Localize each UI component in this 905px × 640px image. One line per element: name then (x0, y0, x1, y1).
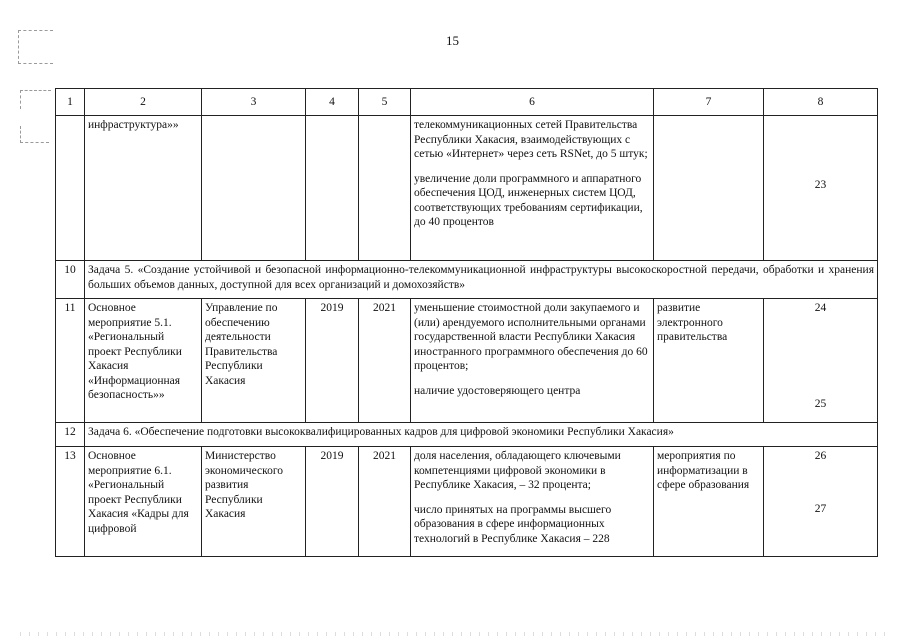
measure-cell: Основное мероприятие 6.1. «Региональный проект Республики Хакасия «Кадры для цифровой (85, 447, 202, 557)
header-cell: 4 (306, 89, 359, 116)
indicator-number: 27 (814, 502, 827, 515)
header-cell: 3 (202, 89, 306, 116)
table-row (56, 447, 878, 557)
start-year-cell (306, 116, 359, 261)
header-cell: 7 (654, 89, 764, 116)
result-text: наличие удостоверяющего центра (414, 384, 581, 397)
task-title: Задача 5. «Создание устойчивой и безопасной информационно-телекоммуникационной инфраструктуры высокоскоростной передачи, обработки и хранения больших объемов данных, доступной для всех организаций и домохозяйств» (85, 261, 878, 299)
header-cell: 8 (764, 89, 878, 116)
table-row (56, 116, 878, 261)
header-cell: 2 (85, 89, 202, 116)
link-cell (654, 116, 764, 261)
measure-cell: Основное мероприятие 5.1. «Региональный проект Республики Хакасия «Информационная безопасность»» (85, 299, 202, 423)
header-cell: 6 (411, 89, 654, 116)
end-year-cell (359, 116, 411, 261)
task-row (56, 423, 878, 447)
header-row (56, 89, 878, 116)
row-number-cell: 12 (56, 423, 85, 447)
indicator-number: 23 (814, 179, 827, 191)
table-row (56, 299, 878, 423)
program-table (55, 88, 878, 557)
task-title: Задача 6. «Обеспечение подготовки высококвалифицированных кадров для цифровой экономики Республики Хакасия» (85, 423, 878, 447)
row-number-cell: 11 (56, 299, 85, 423)
indicator-cell (764, 447, 878, 557)
row-number-cell: 13 (56, 447, 85, 557)
indicator-cell (764, 116, 878, 261)
start-year-cell: 2019 (306, 447, 359, 557)
executor-cell (202, 116, 306, 261)
scan-artifact (18, 30, 53, 64)
start-year-cell: 2019 (306, 299, 359, 423)
scan-noise (20, 632, 890, 636)
executor-cell: Министерство экономического развития Республики Хакасия (202, 447, 306, 557)
indicator-cell (764, 299, 878, 423)
indicator-number: 26 (814, 450, 827, 462)
measure-cell: инфраструктура»» (85, 116, 202, 261)
result-cell (411, 299, 654, 423)
result-text: увеличение доли программного и аппаратного обеспечения ЦОД, инженерных систем ЦОД, соответствующих требованиям сертификации, до 40 процентов (414, 172, 643, 228)
indicator-number: 25 (814, 397, 827, 410)
row-number-cell (56, 116, 85, 261)
end-year-cell: 2021 (359, 299, 411, 423)
indicator-number: 24 (814, 302, 827, 314)
scan-artifact (20, 126, 49, 143)
result-text: телекоммуникационных сетей Правительства Республики Хакасия, взаимодействующих с сетью «Интернет» через сеть RSNet, до 5 штук; (414, 119, 648, 160)
link-cell: развитие электронного правительства (654, 299, 764, 423)
page-number: 15 (446, 33, 459, 48)
result-text: доля населения, обладающего ключевыми компетенциями цифровой экономики в Республике Хакасия, – 32 процента; (414, 450, 621, 491)
result-cell (411, 116, 654, 261)
result-cell (411, 447, 654, 557)
result-text: уменьшение стоимостной доли закупаемого и (или) арендуемого исполнительными органами государственной власти Республики Хакасия иностранного программного обеспечения до 60 процентов; (414, 302, 648, 372)
executor-cell: Управление по обеспечению деятельности Правительства Республики Хакасия (202, 299, 306, 423)
header-cell: 1 (56, 89, 85, 116)
link-cell: мероприятия по информатизации в сфере образования (654, 447, 764, 557)
scan-artifact (20, 90, 51, 109)
header-cell: 5 (359, 89, 411, 116)
row-number-cell: 10 (56, 261, 85, 299)
end-year-cell: 2021 (359, 447, 411, 557)
result-text: число принятых на программы высшего образования в сфере информационных технологий в Республике Хакасия – 228 (414, 503, 612, 545)
task-row (56, 261, 878, 299)
